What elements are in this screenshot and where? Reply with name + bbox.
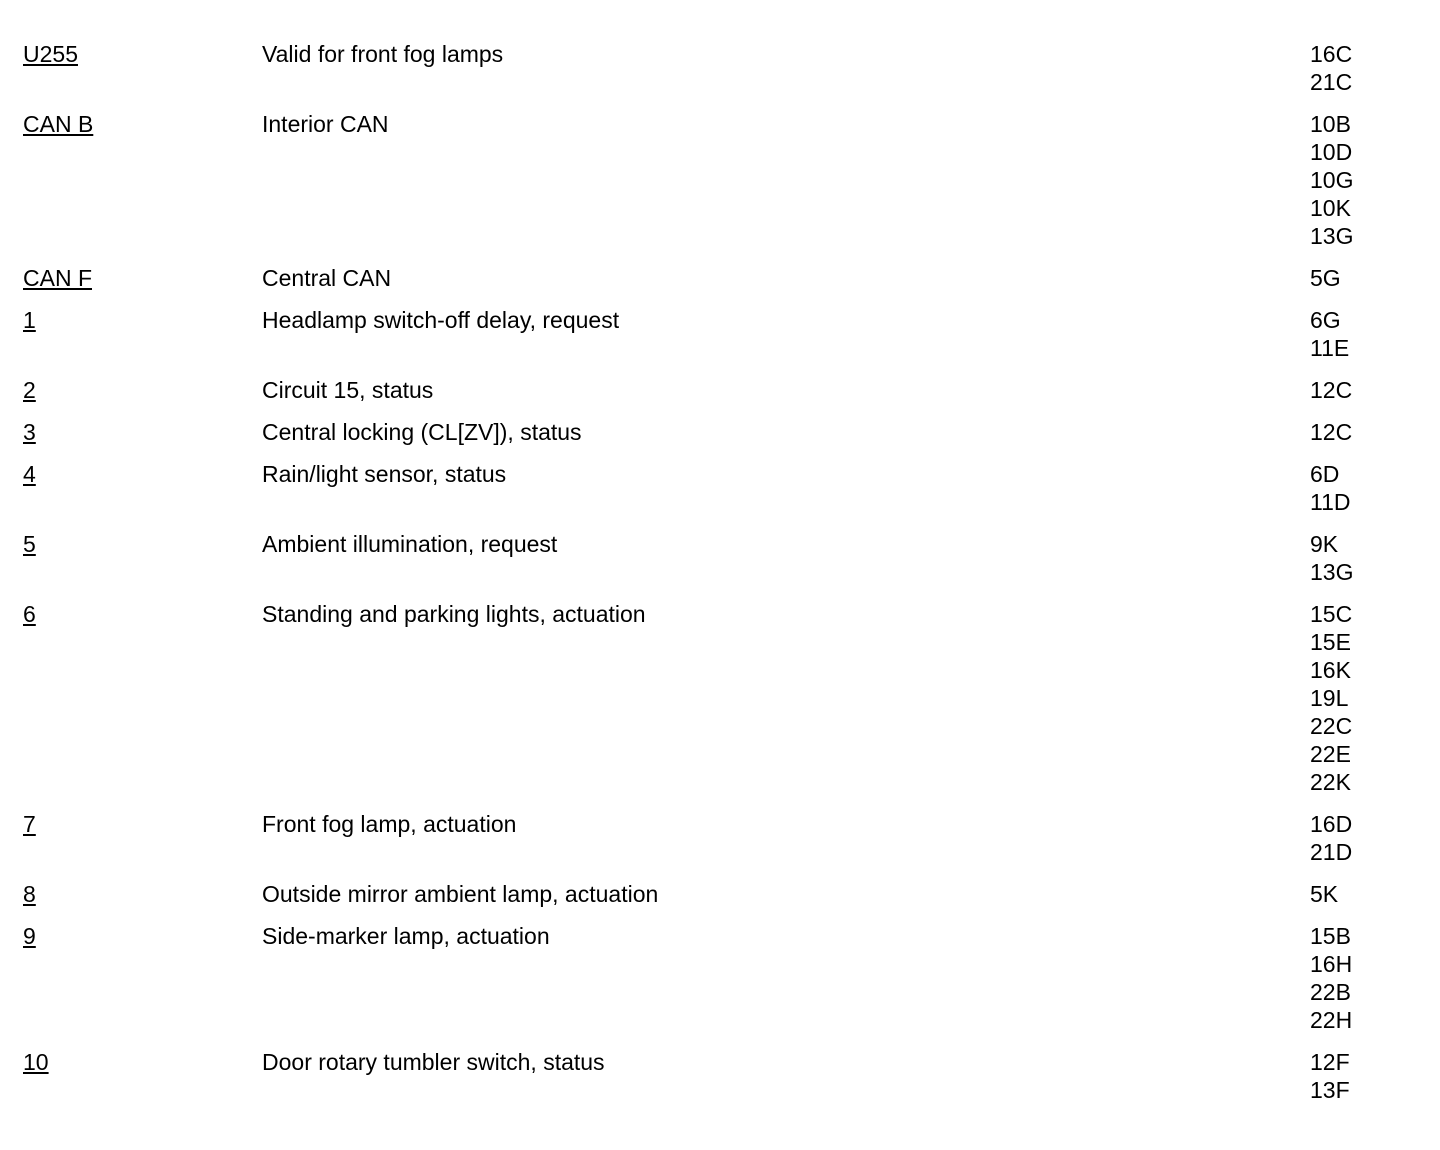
legend-description: Interior CAN bbox=[262, 111, 389, 137]
legend-code-link[interactable]: 1 bbox=[23, 307, 36, 333]
grid-reference: 15B bbox=[1310, 923, 1351, 949]
grid-reference: 11D bbox=[1310, 489, 1351, 515]
legend-description: Ambient illumination, request bbox=[262, 531, 558, 557]
legend-code-link[interactable]: 3 bbox=[23, 419, 36, 445]
legend-code-link[interactable]: 10 bbox=[23, 1049, 49, 1075]
grid-reference: 22B bbox=[1310, 979, 1351, 1005]
legend-code-link[interactable]: 5 bbox=[23, 531, 36, 557]
legend-row bbox=[0, 880, 1440, 908]
legend-row bbox=[0, 460, 1440, 516]
grid-reference: 12C bbox=[1310, 377, 1353, 403]
grid-reference: 16K bbox=[1310, 657, 1351, 683]
grid-reference-list bbox=[1310, 600, 1430, 796]
grid-reference-list bbox=[1310, 40, 1430, 96]
grid-reference: 6D bbox=[1310, 461, 1340, 487]
legend-row bbox=[0, 810, 1440, 866]
grid-reference: 22K bbox=[1310, 769, 1351, 795]
grid-reference: 12F bbox=[1310, 1049, 1350, 1075]
grid-reference: 16D bbox=[1310, 811, 1353, 837]
legend-code-link[interactable]: 8 bbox=[23, 881, 36, 907]
legend-code-link[interactable]: U255 bbox=[23, 41, 78, 67]
legend-code-link[interactable]: 4 bbox=[23, 461, 36, 487]
grid-reference: 16C bbox=[1310, 41, 1353, 67]
legend-code-link[interactable]: 2 bbox=[23, 377, 36, 403]
legend-code-link[interactable]: CAN B bbox=[23, 111, 94, 137]
legend-description: Central CAN bbox=[262, 265, 392, 291]
legend-description: Headlamp switch-off delay, request bbox=[262, 307, 620, 333]
grid-reference: 22E bbox=[1310, 741, 1351, 767]
legend-description: Central locking (CL[ZV]), status bbox=[262, 419, 582, 445]
grid-reference-list bbox=[1310, 810, 1430, 866]
grid-reference: 5G bbox=[1310, 265, 1341, 291]
legend-list bbox=[0, 40, 1440, 1118]
legend-code-link[interactable]: 6 bbox=[23, 601, 36, 627]
grid-reference: 12C bbox=[1310, 419, 1353, 445]
grid-reference: 9K bbox=[1310, 531, 1339, 557]
legend-description: Rain/light sensor, status bbox=[262, 461, 507, 487]
grid-reference: 15C bbox=[1310, 601, 1353, 627]
grid-reference: 10D bbox=[1310, 139, 1353, 165]
legend-code-link[interactable]: CAN F bbox=[23, 265, 92, 291]
grid-reference: 19L bbox=[1310, 685, 1349, 711]
grid-reference: 21D bbox=[1310, 839, 1353, 865]
legend-row bbox=[0, 110, 1440, 250]
grid-reference: 22H bbox=[1310, 1007, 1353, 1033]
legend-row bbox=[0, 264, 1440, 292]
grid-reference: 10K bbox=[1310, 195, 1351, 221]
grid-reference-list bbox=[1310, 1048, 1430, 1104]
legend-row bbox=[0, 376, 1440, 404]
grid-reference: 5K bbox=[1310, 881, 1339, 907]
legend-row bbox=[0, 600, 1440, 796]
legend-description: Door rotary tumbler switch, status bbox=[262, 1049, 605, 1075]
grid-reference-list bbox=[1310, 530, 1430, 586]
legend-row bbox=[0, 306, 1440, 362]
grid-reference: 16H bbox=[1310, 951, 1353, 977]
grid-reference-list bbox=[1310, 460, 1430, 516]
grid-reference: 11E bbox=[1310, 335, 1350, 361]
grid-reference: 13F bbox=[1310, 1077, 1350, 1103]
legend-row bbox=[0, 1048, 1440, 1104]
grid-reference-list bbox=[1310, 110, 1430, 250]
grid-reference: 6G bbox=[1310, 307, 1341, 333]
grid-reference: 21C bbox=[1310, 69, 1353, 95]
legend-code-link[interactable]: 9 bbox=[23, 923, 36, 949]
legend-row bbox=[0, 418, 1440, 446]
grid-reference: 10B bbox=[1310, 111, 1351, 137]
grid-reference-list bbox=[1310, 880, 1430, 908]
grid-reference-list bbox=[1310, 922, 1430, 1034]
grid-reference: 13G bbox=[1310, 223, 1354, 249]
legend-code-link[interactable]: 7 bbox=[23, 811, 36, 837]
grid-reference: 15E bbox=[1310, 629, 1351, 655]
legend-row bbox=[0, 40, 1440, 96]
legend-description: Side-marker lamp, actuation bbox=[262, 923, 550, 949]
grid-reference: 13G bbox=[1310, 559, 1354, 585]
legend-description: Circuit 15, status bbox=[262, 377, 434, 403]
legend-description: Outside mirror ambient lamp, actuation bbox=[262, 881, 659, 907]
grid-reference: 10G bbox=[1310, 167, 1354, 193]
grid-reference-list bbox=[1310, 306, 1430, 362]
grid-reference-list bbox=[1310, 376, 1430, 404]
legend-description: Front fog lamp, actuation bbox=[262, 811, 517, 837]
legend-description: Valid for front fog lamps bbox=[262, 41, 504, 67]
grid-reference-list bbox=[1310, 418, 1430, 446]
legend-description: Standing and parking lights, actuation bbox=[262, 601, 646, 627]
legend-row bbox=[0, 530, 1440, 586]
grid-reference-list bbox=[1310, 264, 1430, 292]
grid-reference: 22C bbox=[1310, 713, 1353, 739]
legend-row bbox=[0, 922, 1440, 1034]
